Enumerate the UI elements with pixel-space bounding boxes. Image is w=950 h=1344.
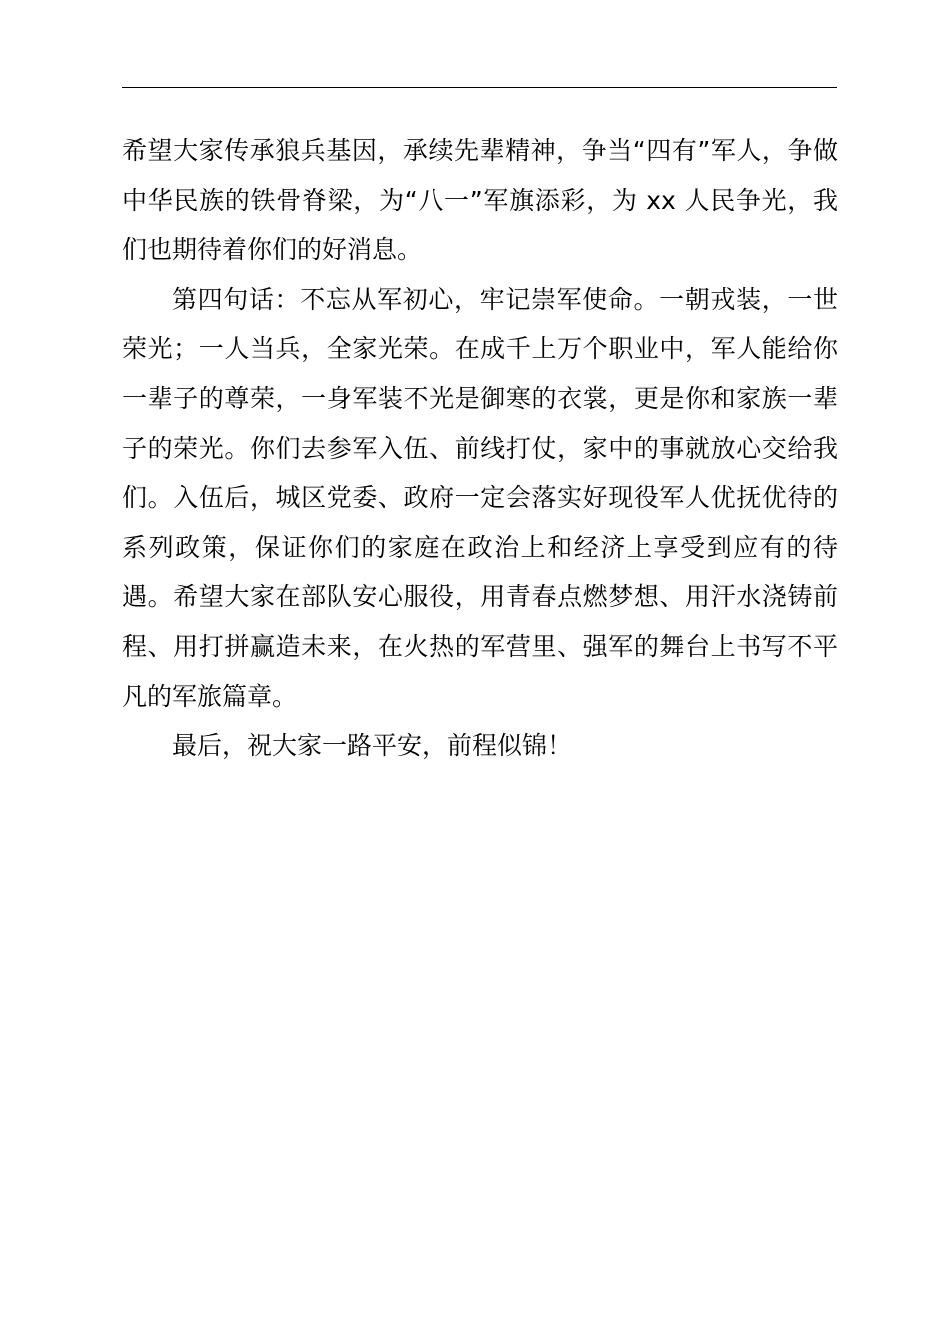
- header-rule: [122, 87, 837, 88]
- paragraph-1: 希望大家传承狼兵基因，承续先辈精神，争当“四有”军人，争做中华民族的铁骨脊梁，为“八一”军旗添彩，为 xx 人民争光，我们也期待着你们的好消息。: [122, 136, 838, 265]
- paragraph-3: 最后，祝大家一路平安，前程似锦！: [172, 731, 573, 761]
- paragraph-2: 第四句话：不忘从军初心，牢记崇军使命。一朝戎装，一世荣光；一人当兵，全家光荣。在成千上万个职业中，军人能给你一辈子的尊荣，一身军装不光是御寒的衣裳，更是你和家族一辈子的荣光。你们去参军入伍、前线打仗，家中的事就放心交给我们。入伍后，城区党委、政府一定会落实好现役军人优抚优待的系列政策，保证你们的家庭在政治上和经济上享受到应有的待遇。希望大家在部队安心服役，用青春点燃梦想、用汗水浇铸前程、用打拼赢造未来，在火热的军营里、强军的舞台上书写不平凡的军旅篇章。: [122, 284, 838, 711]
- document-body: [122, 126, 838, 771]
